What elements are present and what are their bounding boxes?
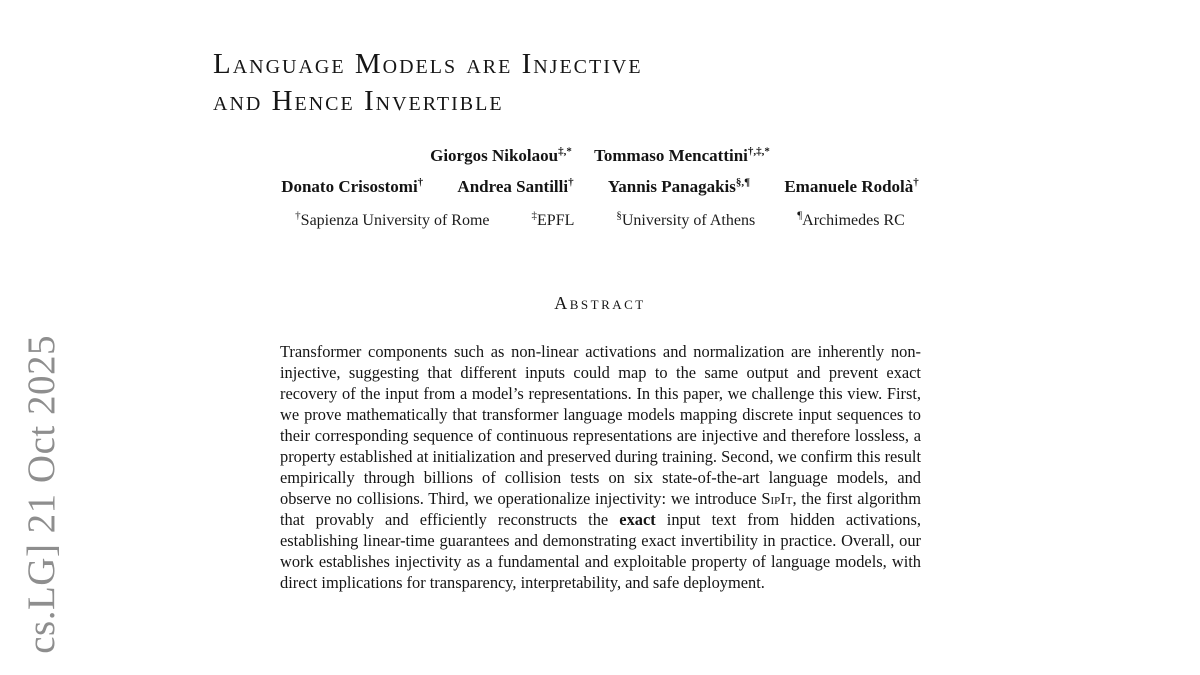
author-affil-marks: §,¶ <box>735 176 751 189</box>
abstract-segment-smallcaps: SipIt <box>761 489 793 508</box>
abstract-heading: Abstract <box>554 293 646 313</box>
author-name: Giorgos Nikolaou‡,* <box>430 145 572 165</box>
authors-row-1 <box>0 146 1200 166</box>
author-name: Yannis Panagakis§,¶ <box>607 176 751 196</box>
affiliation: ‡EPFL <box>531 209 575 229</box>
affiliation-mark: ‡ <box>531 209 538 222</box>
author-affil-marks: † <box>913 176 919 189</box>
author-affil-marks: † <box>417 176 424 189</box>
author-affil-marks: ‡,* <box>558 145 572 158</box>
affiliation-mark: ¶ <box>797 209 803 222</box>
affiliation-mark: § <box>616 209 622 222</box>
paper-title-line2: and Hence Invertible <box>213 85 504 117</box>
author-name: Tommaso Mencattini†,‡,* <box>594 145 770 165</box>
authors-row-2 <box>0 177 1200 197</box>
affiliation: †Sapienza University of Rome <box>295 209 490 229</box>
author-name: Emanuele Rodolà† <box>784 176 919 196</box>
author-affil-marks: †,‡,* <box>747 145 770 158</box>
arxiv-sidebar-watermark: cs.LG] 21 Oct 2025 <box>20 335 63 654</box>
affiliation: §University of Athens <box>616 209 756 229</box>
affiliation-mark: † <box>295 209 301 222</box>
affiliation: ¶Archimedes RC <box>797 209 905 229</box>
paper-title-line1: Language Models are Injective <box>213 48 643 80</box>
author-name: Andrea Santilli† <box>457 176 574 196</box>
abstract-segment: Transformer components such as non-linear activations and normalization are inherently non-injective, suggesting that different inputs could map to the same output and prevent exact recovery of the input from a model’s representations. In this paper, we challenge this view. First, we prove mathematically that transformer language models mapping discrete input sequences to their corresponding sequence of continuous representations are injective and therefore lossless, a property established at initialization and preserved during training. Second, we confirm this result empirically through billions of collision tests on six state-of-the-art language models, and observe no collisions. Third, we operationalize injectivity: we introduce <box>280 342 921 508</box>
abstract-segment: input text from hidden activations, establishing linear-time guarantees and demonstrating exact invertibility in practice. Overall, our work establishes injectivity as a fundamental and exploitable property of language models, with direct implications for transparency, interpretability, and safe deployment. <box>280 510 921 592</box>
paper-title <box>213 46 643 120</box>
abstract-text <box>280 341 921 593</box>
abstract-segment: , the first algorithm that provably and efficiently reconstructs the <box>280 489 921 529</box>
affiliations-row <box>0 209 1200 230</box>
author-name: Donato Crisostomi† <box>281 176 424 196</box>
abstract-segment-bold: exact <box>619 510 656 529</box>
author-affil-marks: † <box>568 176 574 189</box>
